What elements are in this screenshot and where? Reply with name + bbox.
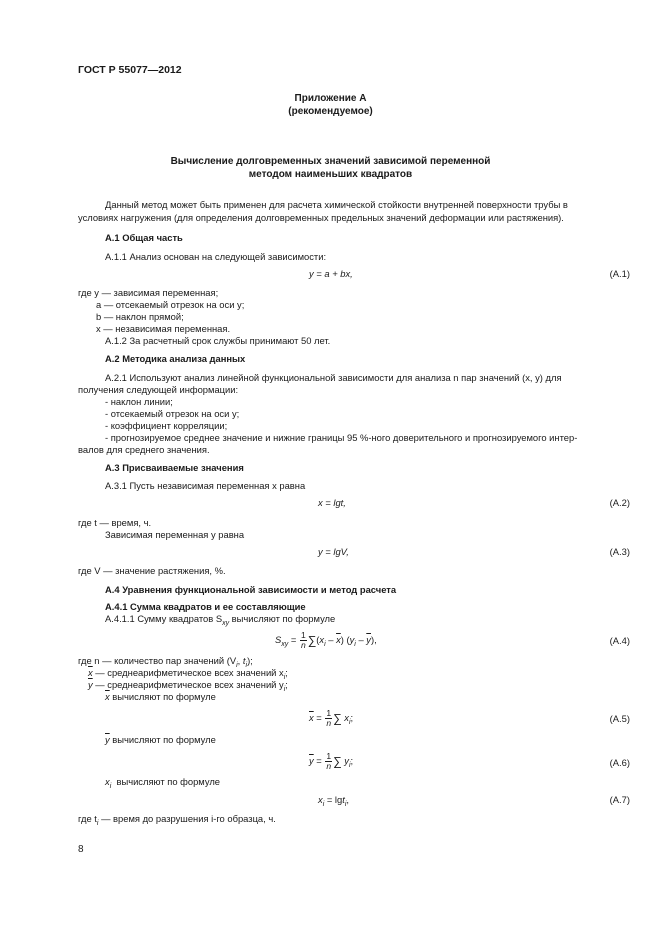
where-V: где V — значение растяжения, %. (78, 565, 226, 576)
equation-a6: $\overline{y}$ = $\frac{1}{n}$ ∑ $y_i$; (309, 751, 354, 771)
where-ti: где $t_i$ — время до разрушения i-го образца, ч. (78, 813, 276, 827)
section-a3-2-text: Зависимая переменная y равна (105, 529, 245, 540)
equation-a4: $S_{xy}$ = $\frac{1}{n}$ $\sum(x_i - \overline{x})$ $(y_i - \overline{y})$, (275, 630, 377, 650)
list-item: - наклон линии; (105, 396, 173, 407)
where-y: где y — зависимая переменная; (78, 287, 219, 298)
section-a1-1-text: А.1.1 Анализ основан на следующей зависимости: (105, 251, 327, 262)
xbar-calc-text: $\overline{x}$ вычисляют по формуле (105, 691, 216, 702)
list-item: - коэффициент корреляции; (105, 420, 228, 431)
section-a2-1-line1: А.2.1 Используют анализ линейной функциональной зависимости для анализа n пар значений (x, y) для (105, 372, 562, 383)
equation-a1: y = a + bx, (309, 268, 353, 279)
list-item: - прогнозируемое среднее значение и нижние границы 95 %-ного доверительного и прогнозируемого интер- (105, 432, 578, 443)
where-xbar: $\overline{x}$ — среднеарифметическое всех значений $x_i$; (88, 667, 288, 681)
where-n: где n — количество пар значений ($V_i$, $t_i$); (78, 655, 253, 669)
section-a4-heading: А.4 Уравнения функциональной зависимости и метод расчета (105, 584, 397, 595)
where-t: где t — время, ч. (78, 517, 152, 528)
appendix-heading-line1: Вычисление долговременных значений зависимой переменной (170, 156, 491, 167)
where-a: a — отсекаемый отрезок на оси y; (96, 299, 245, 310)
section-a2-1-line2: получения следующей информации: (78, 384, 239, 395)
equation-a6-number: (А.6) (609, 757, 630, 768)
where-x: x — независимая переменная. (96, 323, 231, 334)
equation-a1-number: (А.1) (609, 268, 630, 279)
appendix-heading-line2: методом наименьших квадратов (248, 169, 413, 180)
equation-a3: y = lgV, (318, 546, 349, 557)
equation-a7: $x_i = \lg t_i$, (318, 794, 350, 808)
equation-a3-number: (А.3) (609, 546, 630, 557)
equation-a4-number: (А.4) (609, 635, 630, 646)
equation-a7-number: (А.7) (609, 794, 630, 805)
list-item: - отсекаемый отрезок на оси y; (105, 408, 240, 419)
appendix-title: Приложение А (294, 93, 367, 104)
where-b: b — наклон прямой; (96, 311, 184, 322)
section-a2-heading: А.2 Методика анализа данных (105, 353, 246, 364)
section-a4-1-heading: А.4.1 Сумма квадратов и ее составляющие (105, 601, 306, 612)
section-a3-1-text: А.3.1 Пусть независимая переменная x равна (105, 480, 306, 491)
equation-a2-number: (А.2) (609, 497, 630, 508)
where-ybar: $\overline{y}$ — среднеарифметическое всех значений $y_i$; (88, 679, 288, 693)
equation-a5-number: (А.5) (609, 713, 630, 724)
equation-a5: $\overline{x}$ = $\frac{1}{n}$ ∑ $x_i$; (309, 708, 354, 728)
intro-line1: Данный метод может быть применен для расчета химической стойкости внутренней поверхности трубы в (105, 199, 568, 210)
standard-number: ГОСТ Р 55077—2012 (78, 64, 182, 76)
ybar-calc-text: $\overline{y}$ вычисляют по формуле (105, 734, 216, 745)
equation-a2: x = lgt, (318, 497, 346, 508)
section-a1-heading: А.1 Общая часть (105, 232, 183, 243)
appendix-status: (рекомендуемое) (288, 106, 373, 117)
page-number: 8 (78, 844, 84, 855)
intro-line2: условиях нагружения (для определения долговременных предельных значений деформации или растяжения). (78, 212, 564, 223)
section-a4-1-1-text: А.4.1.1 Сумму квадратов $S_{xy}$ вычисляют по формуле (105, 613, 336, 627)
xi-calc-text: $x_i$ вычисляют по формуле (105, 776, 221, 790)
section-a1-2-text: А.1.2 За расчетный срок службы принимают 50 лет. (105, 335, 331, 346)
section-a3-heading: А.3 Присваиваемые значения (105, 462, 244, 473)
list-item-continuation: валов для среднего значения. (78, 444, 210, 455)
